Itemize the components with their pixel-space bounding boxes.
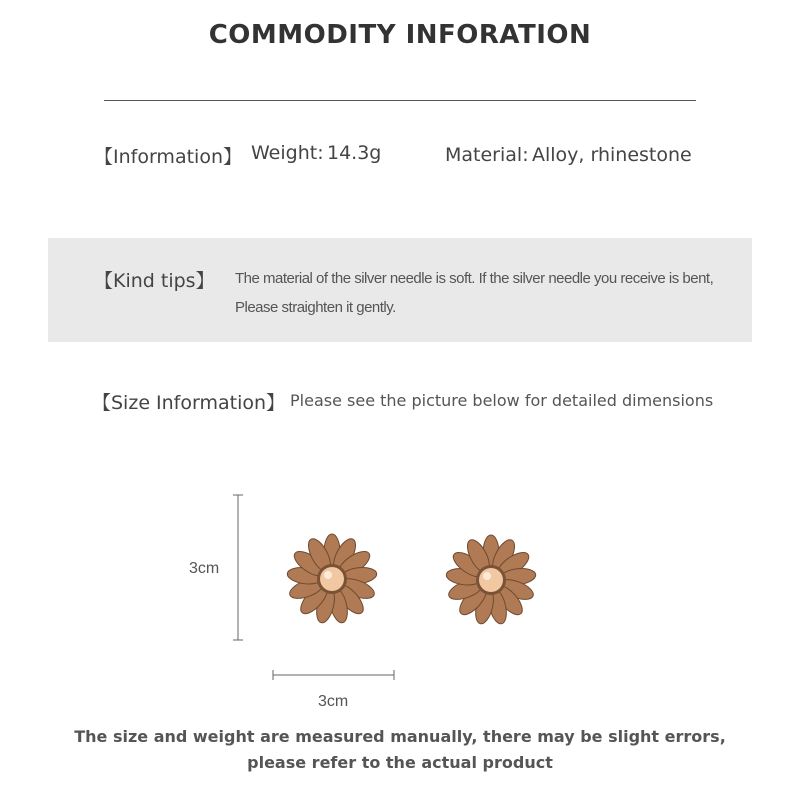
width-dimension-line: [273, 670, 394, 680]
footer-note: [0, 724, 800, 776]
kind-tips-line-1: The material of the silver needle is soft. If the silver needle you receive is bent,: [235, 270, 714, 287]
weight-value: 14.3g: [327, 142, 382, 164]
page-title: COMMODITY INFORATION: [208, 20, 592, 50]
kind-tips-line-2: Please straighten it gently.: [235, 299, 396, 316]
material-label: Material:: [445, 144, 529, 166]
size-information-note: Please see the picture below for detailed dimensions: [290, 391, 714, 410]
size-information-label: 【Size Information】: [92, 392, 286, 414]
width-label: 3cm: [318, 693, 349, 710]
weight-label: Weight:: [251, 142, 324, 164]
information-label: 【Information】: [94, 146, 242, 168]
footer-line-1: The size and weight are measured manually, there may be slight errors,: [74, 727, 726, 746]
kind-tips-label: 【Kind tips】: [94, 270, 215, 292]
earring-right-image: [442, 531, 540, 629]
earring-left-image: [283, 530, 381, 628]
footer-line-2: please refer to the actual product: [247, 753, 553, 772]
height-label: 3cm: [189, 560, 220, 577]
material-value: Alloy, rhinestone: [532, 144, 692, 166]
height-dimension-line: [233, 495, 243, 640]
